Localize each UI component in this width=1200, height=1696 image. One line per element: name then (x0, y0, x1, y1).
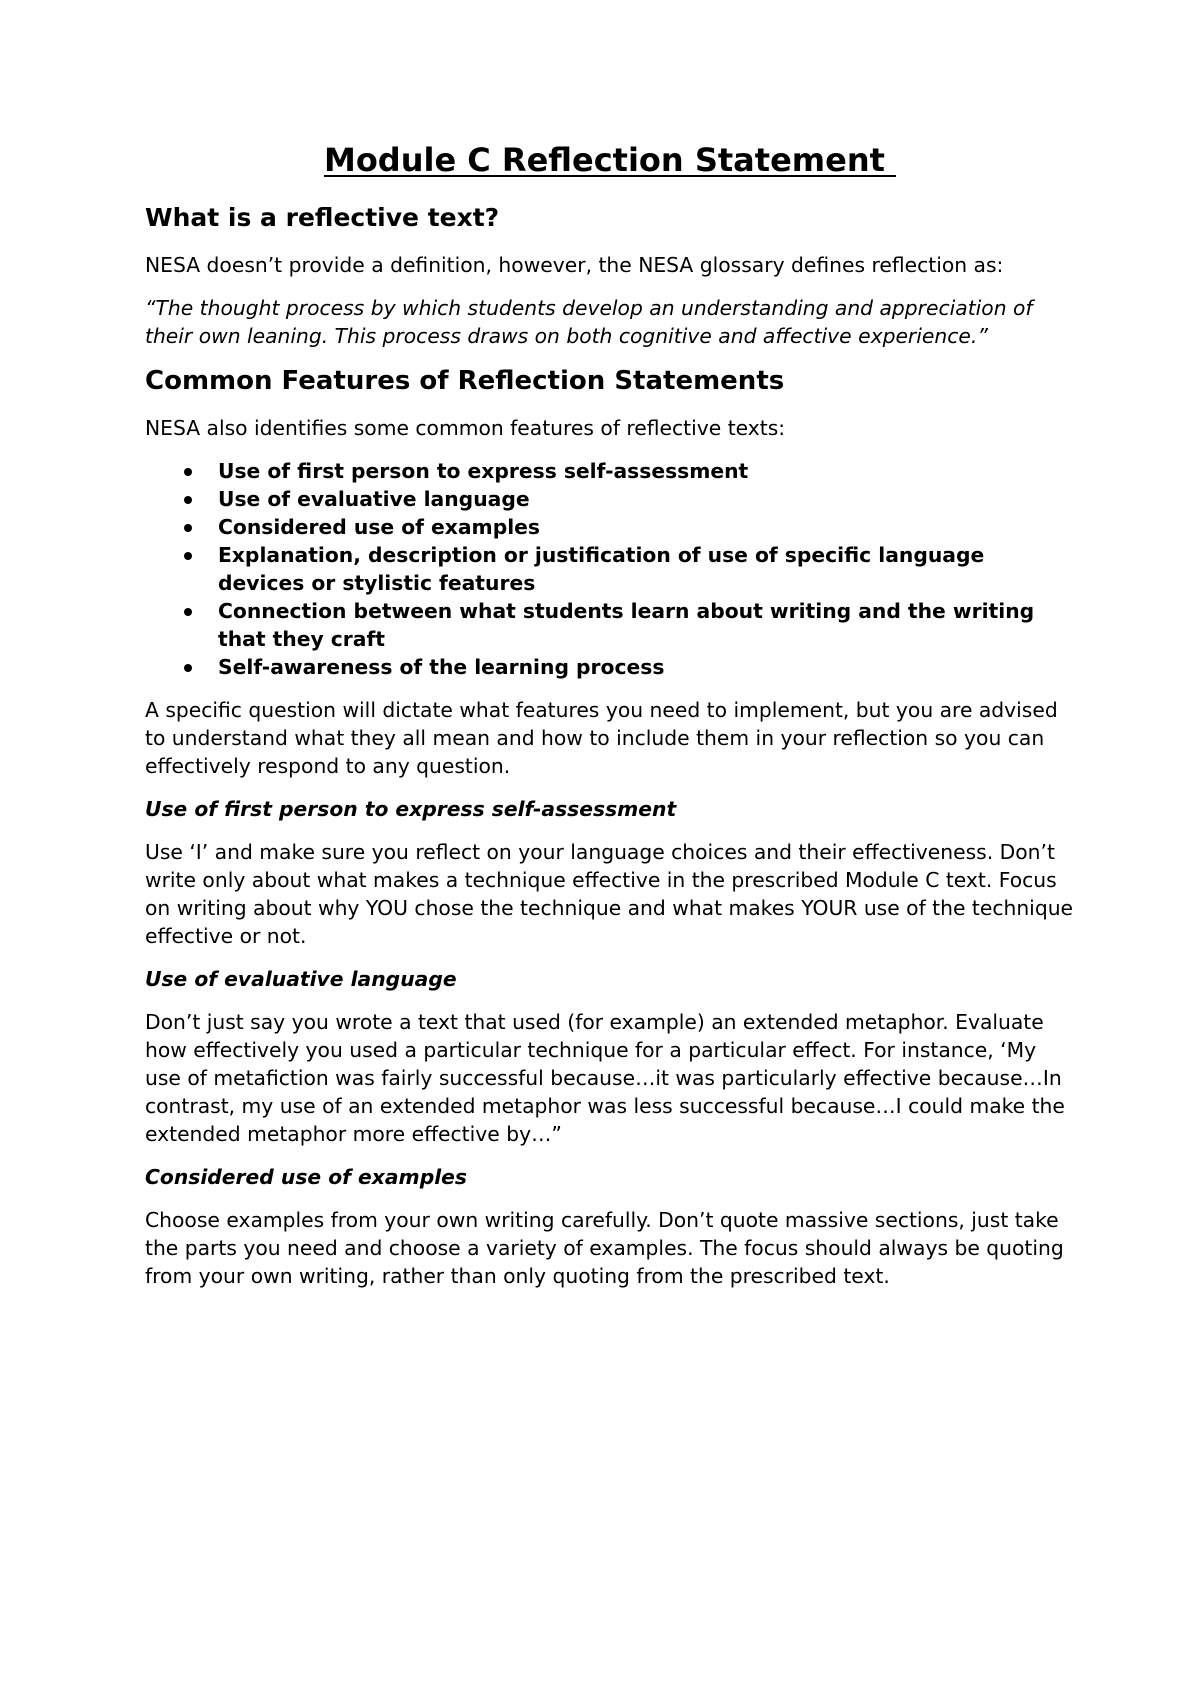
feature-text: Considered use of examples (218, 515, 540, 539)
subheading-first-person: Use of first person to express self-assessment (145, 797, 677, 821)
feature-text: Use of first person to express self-assessment (218, 459, 749, 483)
definition-intro: NESA doesn’t provide a definition, however, the NESA glossary defines reflection as: (145, 253, 1004, 277)
subheading-considered-examples: Considered use of examples (145, 1165, 467, 1189)
features-intro: NESA also identifies some common features of reflective texts: (145, 416, 786, 440)
list-item (145, 485, 1075, 513)
bullet-icon (184, 524, 192, 532)
section-heading-reflective-text: What is a reflective text? (145, 203, 500, 232)
feature-text: Use of evaluative language (218, 487, 530, 511)
bullet-icon (184, 664, 192, 672)
body-first-person: Use ‘I’ and make sure you reflect on your language choices and their effectiveness. Don’t write only about what makes a technique effective in the prescribed Module C text. Focus on writing about why YOU chose the technique and what makes YOUR use of the technique effective or not. (145, 840, 1074, 948)
section-heading-common-features: Common Features of Reflection Statements (145, 366, 785, 396)
bullet-icon (184, 608, 192, 616)
feature-text: Explanation, description or justification of use of specific language devices or stylistic features (218, 543, 985, 595)
page-title: Module C Reflection Statement (323, 141, 897, 179)
feature-text: Self-awareness of the learning process (218, 655, 665, 679)
features-list (145, 457, 1075, 681)
bullet-icon (184, 496, 192, 504)
list-item (145, 653, 1075, 681)
glossary-quote: “The thought process by which students develop an understanding and appreciation of their own leaning. This process draws on both cognitive and affective experience.” (145, 296, 1033, 348)
bullet-icon (184, 468, 192, 476)
body-considered-examples: Choose examples from your own writing carefully. Don’t quote massive sections, just take the parts you need and choose a variety of examples. The focus should always be quoting from your own writing, rather than only quoting from the prescribed text. (145, 1208, 1064, 1288)
feature-text: Connection between what students learn about writing and the writing that they craft (218, 599, 1035, 651)
list-item (145, 457, 1075, 485)
list-item (145, 597, 1075, 653)
subheading-evaluative-language: Use of evaluative language (145, 967, 457, 991)
bullet-icon (184, 552, 192, 560)
list-item (145, 513, 1075, 541)
features-advice: A specific question will dictate what features you need to implement, but you are advised to understand what they all mean and how to include them in your reflection so you can effectively respond to any question. (145, 698, 1058, 778)
list-item (145, 541, 1075, 597)
body-evaluative-language: Don’t just say you wrote a text that used (for example) an extended metaphor. Evaluate how effectively you used a particular technique for a particular effect. For instance, ‘My use of metafiction was fairly successful because…it was particularly effective because…In contrast, my use of an extended metaphor was less successful because…I could make the extended metaphor more effective by…” (145, 1010, 1065, 1146)
document-page (145, 140, 1075, 1305)
